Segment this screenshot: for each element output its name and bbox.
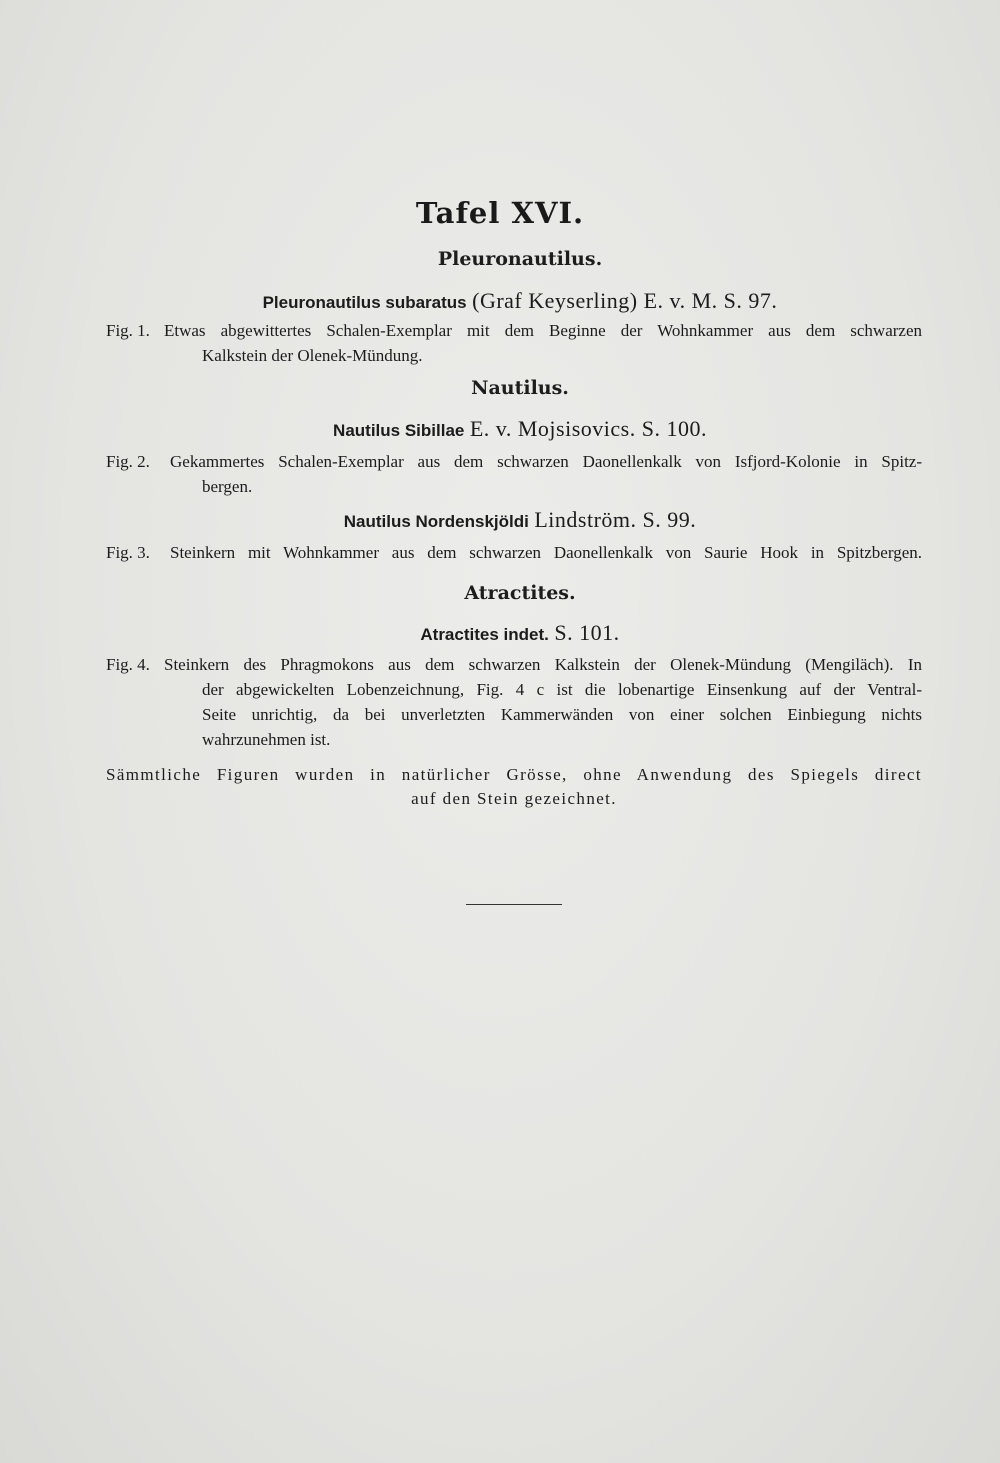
figure-label: Fig. 3. xyxy=(106,543,150,562)
species-name: Nautilus Sibillae xyxy=(333,421,465,440)
species-authority: S. 101. xyxy=(554,620,620,645)
plate-title: Tafel XVI. xyxy=(415,196,585,230)
note-line: Sämmtliche Figuren wurden in natürlicher Grösse, ohne Anwendung des Spiegels direct xyxy=(106,765,922,784)
figure-label: Fig. 1. xyxy=(106,321,150,340)
caption-line: Kalkstein der Olenek-Mündung. xyxy=(202,346,423,365)
figure-caption-2 xyxy=(106,449,922,499)
species-heading-nautilus-nordenskjoeldi xyxy=(0,507,1000,533)
caption-line: der abgewickelten Lobenzeichnung, Fig. 4 c ist die lobenartige Einsenkung auf der Ventral- xyxy=(202,680,922,699)
species-authority: (Graf Keyserling) E. v. M. S. 97. xyxy=(472,288,778,313)
caption-line: Etwas abgewittertes Schalen-Exemplar mit dem Beginne der Wohnkammer aus dem schwarzen xyxy=(164,321,922,340)
species-authority: E. v. Mojsisovics. S. 100. xyxy=(469,416,707,441)
caption-line: Seite unrichtig, da bei unverletzten Kammerwänden von einer solchen Einbiegung nichts xyxy=(202,705,922,724)
species-name: Atractites indet. xyxy=(420,625,549,644)
genus-heading-atractites: Atractites. xyxy=(464,582,576,604)
genus-heading-pleuronautilus: Pleuronautilus. xyxy=(437,248,603,270)
caption-line: Gekammertes Schalen-Exemplar aus dem schwarzen Daonellenkalk von Isfjord-Kolonie in Spitz- xyxy=(170,452,922,471)
species-heading-nautilus-sibillae xyxy=(0,416,1000,442)
species-name: Nautilus Nordenskjöldi xyxy=(343,512,529,531)
species-heading-pleuronautilus-subaratus xyxy=(0,288,1000,314)
note-line: auf den Stein gezeichnet. xyxy=(411,789,617,808)
species-name: Pleuronautilus subaratus xyxy=(262,293,467,312)
figure-caption-1 xyxy=(106,318,922,368)
genus-heading-nautilus: Nautilus. xyxy=(471,377,569,399)
figure-label: Fig. 4. xyxy=(106,655,150,674)
species-heading-atractites-indet xyxy=(0,620,1000,646)
species-authority: Lindström. S. 99. xyxy=(534,507,697,532)
figure-label: Fig. 2. xyxy=(106,452,150,471)
figure-caption-4 xyxy=(106,652,922,752)
closing-rule xyxy=(466,904,562,905)
caption-line: Steinkern des Phragmokons aus dem schwarzen Kalkstein der Olenek-Mündung (Mengiläch). In xyxy=(164,655,922,674)
caption-line: bergen. xyxy=(202,477,253,496)
caption-line: wahrzunehmen ist. xyxy=(202,730,331,749)
plate-note xyxy=(106,763,922,811)
figure-caption-3 xyxy=(106,540,922,565)
caption-line: Steinkern mit Wohnkammer aus dem schwarzen Daonellenkalk von Saurie Hook in Spitzbergen. xyxy=(170,543,922,562)
